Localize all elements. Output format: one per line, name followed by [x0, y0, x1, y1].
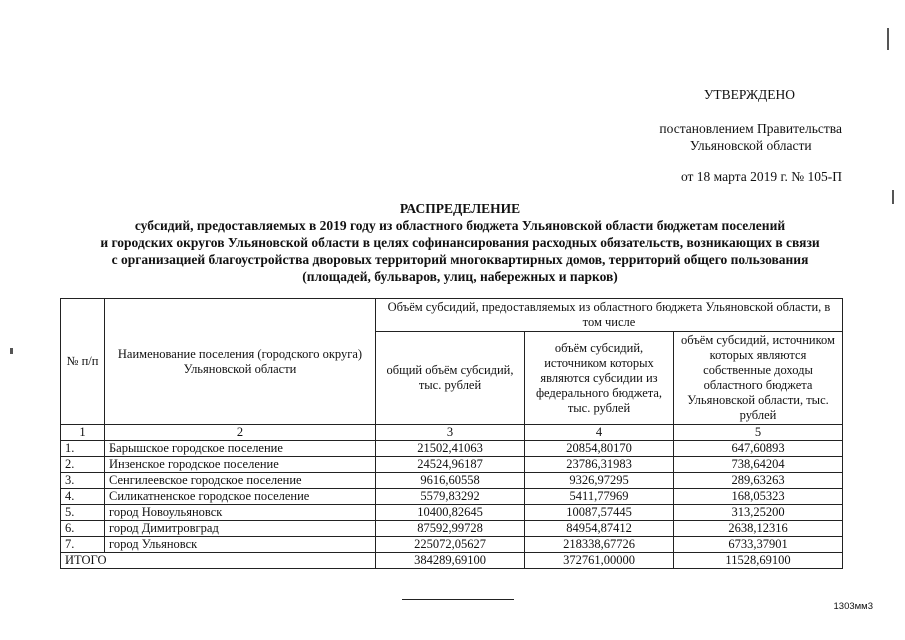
- table-row: [61, 521, 843, 537]
- total-row: [61, 553, 843, 569]
- header-settlement-name: Наименование поселения (городского округа) Ульяновской области: [105, 299, 376, 425]
- federal-subsidy: 23786,31983: [525, 457, 674, 473]
- header-total-subsidy: общий объём субсидий, тыс. рублей: [376, 332, 525, 425]
- document-code: 1303мм3: [833, 601, 873, 612]
- grand-total-own-revenue: 11528,69100: [674, 553, 843, 569]
- scan-edge-mark: [887, 28, 889, 50]
- settlement-name: Барышское городское поселение: [105, 441, 376, 457]
- own-revenue-subsidy: 738,64204: [674, 457, 843, 473]
- header-federal-subsidy: объём субсидий, источником которых являются субсидии из федерального бюджета, тыс. рублей: [525, 332, 674, 425]
- table-row: [61, 457, 843, 473]
- federal-subsidy: 5411,77969: [525, 489, 674, 505]
- subtitle-line-2: и городских округов Ульяновской области в целях софинансирования расходных обязательств, возникающих в связи: [100, 235, 820, 250]
- scan-edge-mark: [10, 348, 13, 354]
- table-row: [61, 537, 843, 553]
- grand-total-federal: 372761,00000: [525, 553, 674, 569]
- total-label: ИТОГО: [61, 553, 376, 569]
- decree-line-1: постановлением Правительства: [659, 121, 842, 136]
- subsidy-distribution-table: [60, 298, 843, 569]
- table-row: [61, 505, 843, 521]
- header-row-number: № п/п: [61, 299, 105, 425]
- row-number: 4.: [61, 489, 105, 505]
- settlement-name: город Новоульяновск: [105, 505, 376, 521]
- own-revenue-subsidy: 313,25200: [674, 505, 843, 521]
- column-number: 4: [525, 425, 674, 441]
- total-subsidy: 21502,41063: [376, 441, 525, 457]
- column-number-row: [61, 425, 843, 441]
- decree-reference: [659, 120, 842, 154]
- federal-subsidy: 10087,57445: [525, 505, 674, 521]
- federal-subsidy: 20854,80170: [525, 441, 674, 457]
- subtitle-line-1: субсидий, предоставляемых в 2019 году из областного бюджета Ульяновской области бюджетам поселений: [134, 218, 786, 233]
- own-revenue-subsidy: 168,05323: [674, 489, 843, 505]
- approved-stamp: УТВЕРЖДЕНО: [703, 87, 795, 102]
- own-revenue-subsidy: 289,63263: [674, 473, 843, 489]
- table-row: [61, 473, 843, 489]
- settlement-name: Силикатненское городское поселение: [105, 489, 376, 505]
- total-subsidy: 5579,83292: [376, 489, 525, 505]
- settlement-name: Инзенское городское поселение: [105, 457, 376, 473]
- header-subsidy-group: Объём субсидий, предоставляемых из областного бюджета Ульяновской области, в том числе: [376, 299, 843, 332]
- column-number: 3: [376, 425, 525, 441]
- settlement-name: город Ульяновск: [105, 537, 376, 553]
- federal-subsidy: 9326,97295: [525, 473, 674, 489]
- column-number: 1: [61, 425, 105, 441]
- closing-divider: [402, 599, 514, 600]
- table-row: [61, 489, 843, 505]
- settlement-name: город Димитровград: [105, 521, 376, 537]
- scan-edge-mark: [892, 190, 894, 204]
- row-number: 7.: [61, 537, 105, 553]
- total-subsidy: 10400,82645: [376, 505, 525, 521]
- decree-line-2: Ульяновской области: [689, 138, 812, 153]
- row-number: 2.: [61, 457, 105, 473]
- settlement-name: Сенгилеевское городское поселение: [105, 473, 376, 489]
- header-own-revenue-subsidy: объём субсидий, источником которых являются собственные доходы областного бюджета Ульяновской области, тыс. рублей: [674, 332, 843, 425]
- column-number: 5: [674, 425, 843, 441]
- column-number: 2: [105, 425, 376, 441]
- subtitle-line-3: с организацией благоустройства дворовых территорий многоквартирных домов, территорий общего пользования: [111, 252, 809, 267]
- row-number: 1.: [61, 441, 105, 457]
- decree-date-number: от 18 марта 2019 г. № 105-П: [680, 169, 842, 184]
- total-subsidy: 24524,96187: [376, 457, 525, 473]
- own-revenue-subsidy: 6733,37901: [674, 537, 843, 553]
- row-number: 3.: [61, 473, 105, 489]
- own-revenue-subsidy: 647,60893: [674, 441, 843, 457]
- federal-subsidy: 218338,67726: [525, 537, 674, 553]
- subtitle-line-4: (площадей, бульваров, улиц, набережных и парков): [302, 269, 618, 284]
- total-subsidy: 9616,60558: [376, 473, 525, 489]
- table-row: [61, 441, 843, 457]
- total-subsidy: 87592,99728: [376, 521, 525, 537]
- federal-subsidy: 84954,87412: [525, 521, 674, 537]
- own-revenue-subsidy: 2638,12316: [674, 521, 843, 537]
- grand-total-subsidy: 384289,69100: [376, 553, 525, 569]
- document-subtitle: [60, 217, 860, 285]
- row-number: 5.: [61, 505, 105, 521]
- row-number: 6.: [61, 521, 105, 537]
- document-title: РАСПРЕДЕЛЕНИЕ: [399, 201, 521, 216]
- total-subsidy: 225072,05627: [376, 537, 525, 553]
